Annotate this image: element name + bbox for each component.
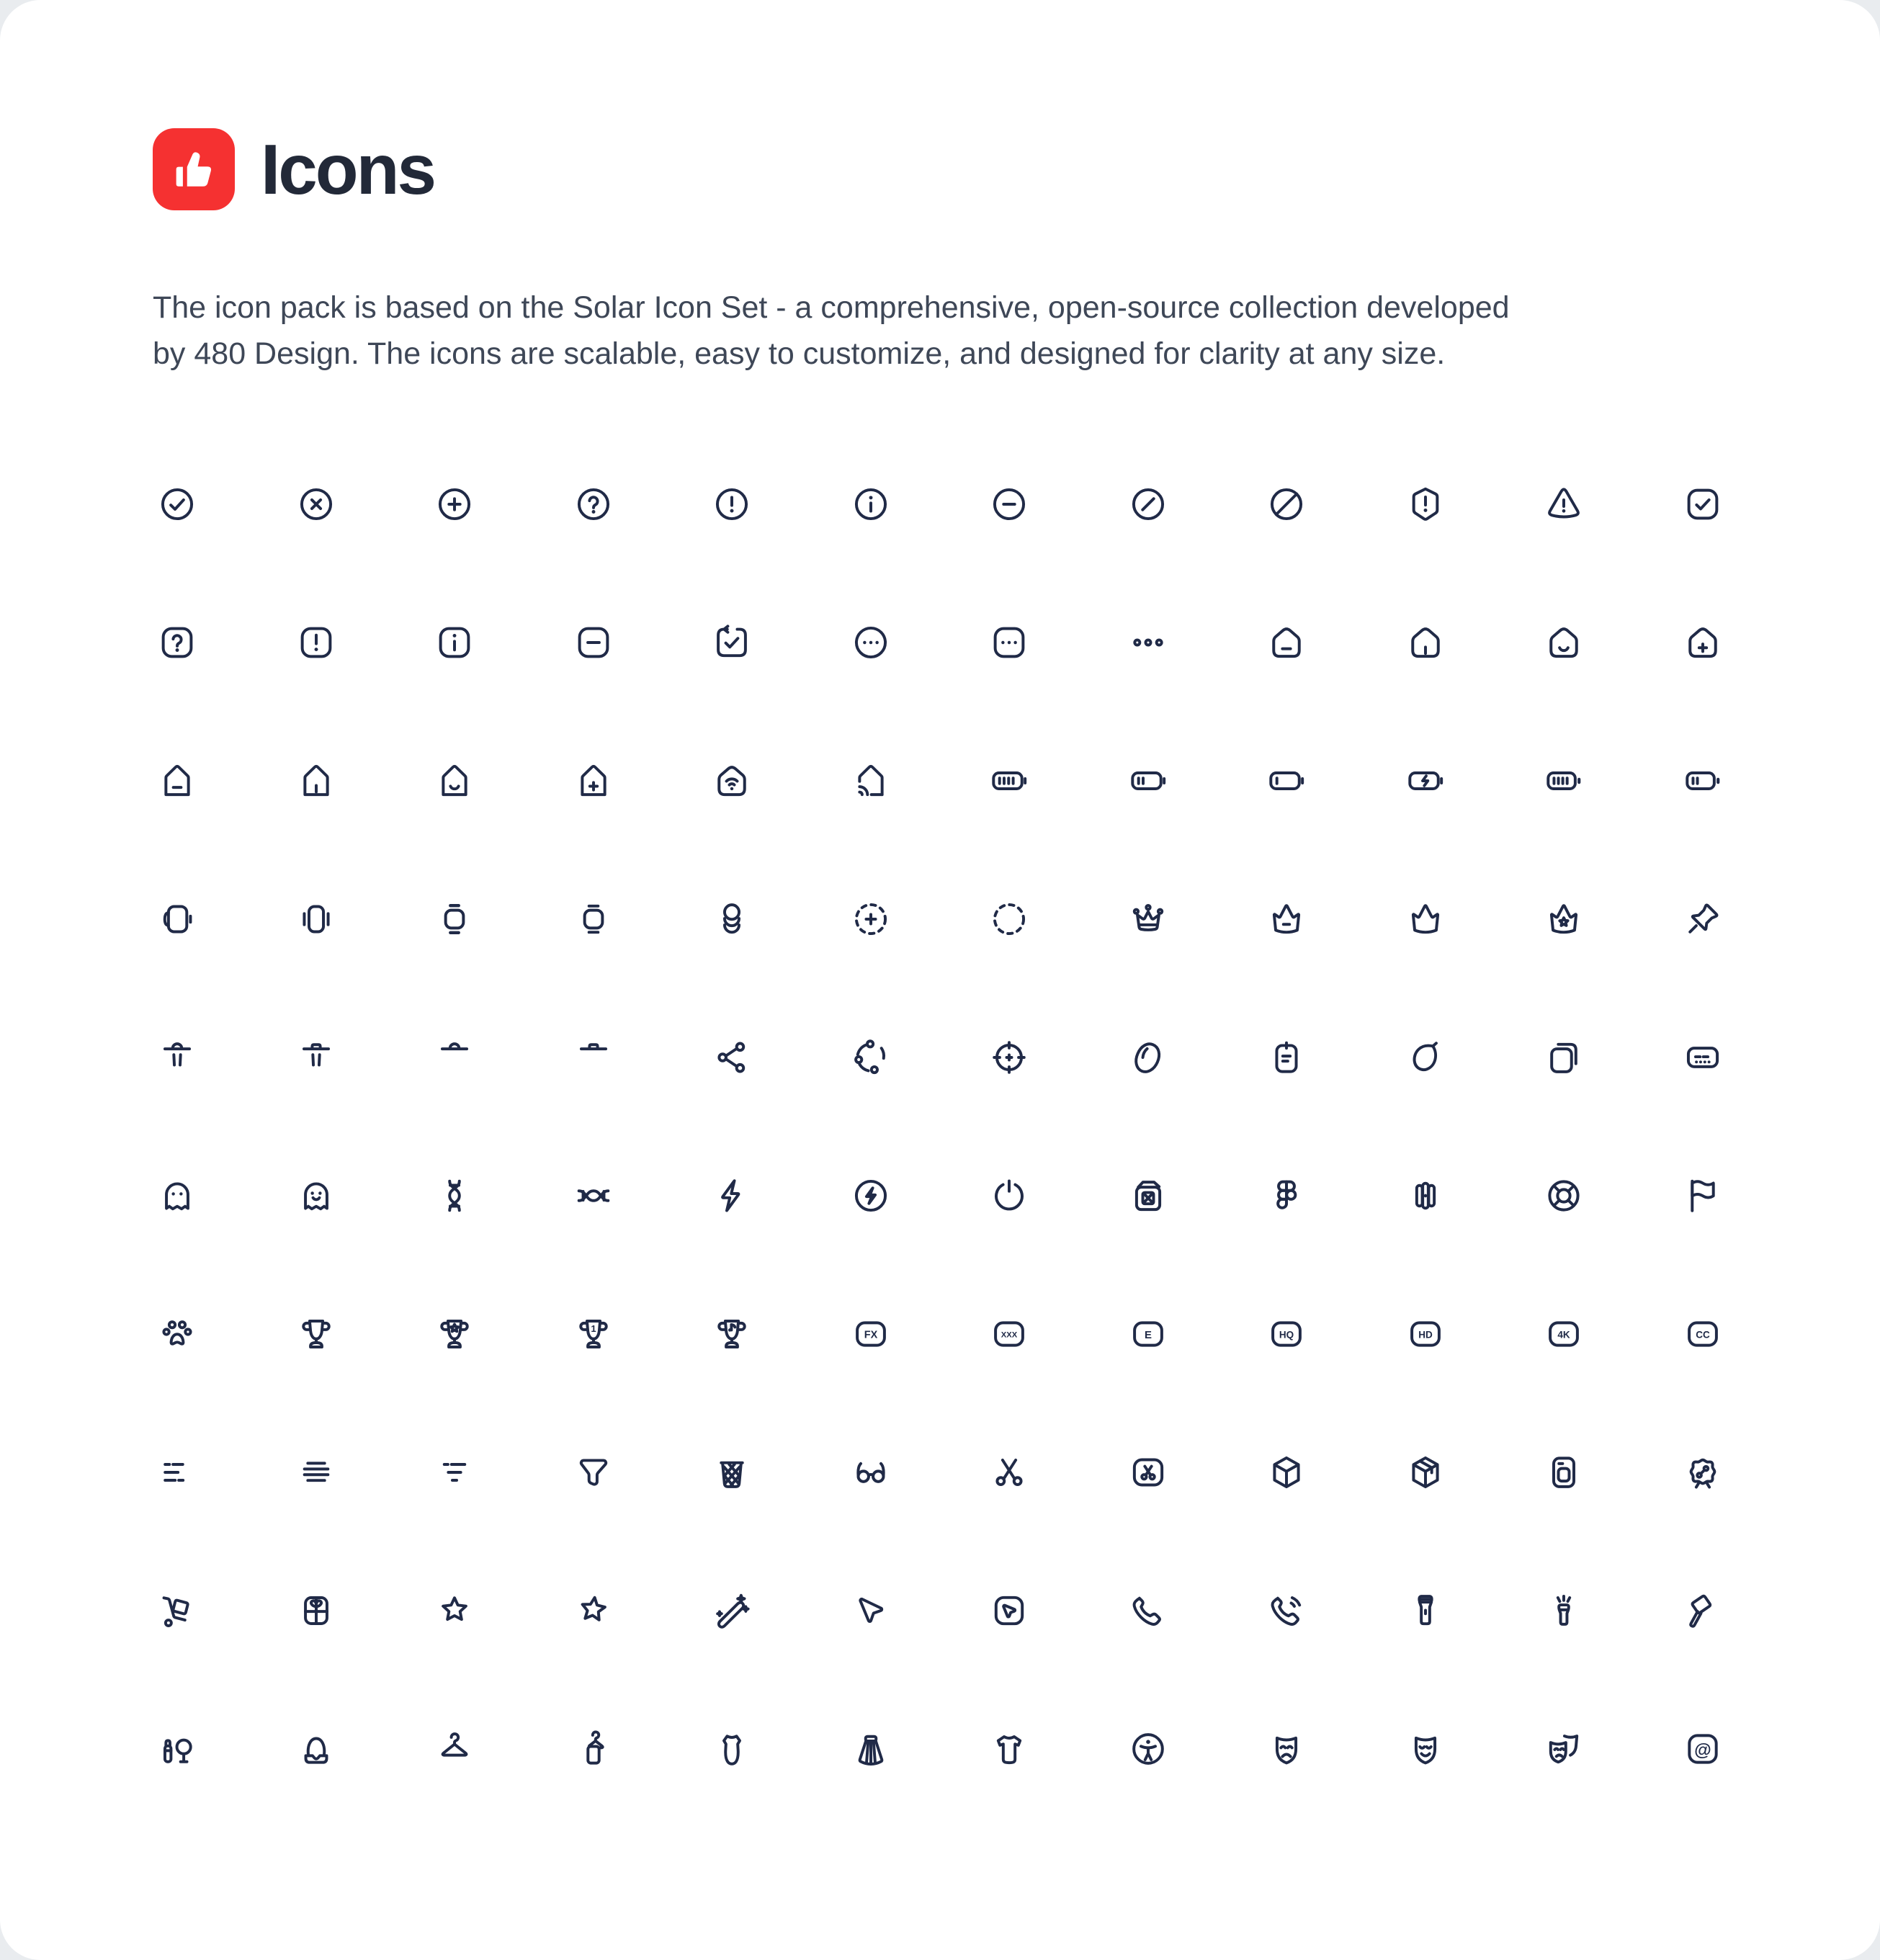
svg-text:FX: FX (864, 1329, 877, 1341)
svg-text:E: E (1144, 1328, 1152, 1341)
crown-icon (1079, 850, 1218, 988)
watch-square-icon (385, 850, 524, 988)
passport-icon (1495, 1403, 1634, 1541)
paw-icon (108, 1265, 247, 1403)
page-title: Icons (261, 129, 434, 209)
svg-text:XXX: XXX (1001, 1330, 1018, 1340)
thumb-up-icon (153, 128, 235, 210)
question-square-icon (108, 573, 247, 712)
battery-half-minimalistic-icon (1634, 712, 1773, 850)
pin-icon (1634, 850, 1773, 988)
share-network-icon (663, 988, 802, 1127)
home-angle-icon (247, 712, 386, 850)
info-circle-icon (802, 435, 941, 573)
svg-text:@: @ (1693, 1740, 1711, 1760)
bodysuit-icon (663, 1680, 802, 1818)
trash-bin-minimalistic-icon (385, 988, 524, 1127)
star-angled-icon (524, 1541, 663, 1680)
share-circle-icon (802, 988, 941, 1127)
filter-icon (385, 1403, 524, 1541)
dynamite-icon (1356, 1127, 1495, 1265)
menu-dots-square-icon (940, 573, 1079, 712)
battery-full-icon (940, 712, 1079, 850)
ghost-icon (108, 1127, 247, 1265)
flashlight-icon (1356, 1541, 1495, 1680)
home-angle-smile-icon (385, 712, 524, 850)
home-add-icon (1634, 573, 1773, 712)
scissors-square-icon (1079, 1403, 1218, 1541)
watch-square-minimalistic-icon (524, 850, 663, 988)
layers-icon (663, 850, 802, 988)
star-icon (385, 1541, 524, 1680)
crown-minus-icon (1217, 850, 1356, 988)
home-smile-icon (1495, 573, 1634, 712)
figma-icon (1217, 1127, 1356, 1265)
battery-full-minimalistic-icon (1495, 712, 1634, 850)
home-angle-add-icon (524, 712, 663, 850)
theater-masks-icon (1495, 1680, 1634, 1818)
cup-music-icon (663, 1265, 802, 1403)
svg-text:1: 1 (591, 1323, 596, 1335)
earbuds-case-icon (108, 850, 247, 988)
question-circle-icon (524, 435, 663, 573)
funnel-icon (524, 1403, 663, 1541)
mention-icon (1634, 1680, 1773, 1818)
battery-half-icon (1079, 712, 1218, 850)
menu-dots-icon (1079, 573, 1218, 712)
forbidden-icon (1217, 435, 1356, 573)
trash-bin-minimalistic-2-icon (524, 988, 663, 1127)
home-wifi-icon (663, 712, 802, 850)
minus-circle-icon (940, 435, 1079, 573)
bolt-circle-icon (802, 1127, 941, 1265)
crown-star-icon (1495, 850, 1634, 988)
add-circle-icon (385, 435, 524, 573)
circle-dashed-icon (940, 850, 1079, 988)
home-signal-icon (802, 712, 941, 850)
password-icon (1634, 988, 1773, 1127)
description: The icon pack is based on the Solar Icon Set - a comprehensive, open-source collection developed by 480 Design. The icons are scalable, easy to customize, and designed for clarity at any size. (153, 290, 1510, 371)
check-square-icon (1634, 435, 1773, 573)
menu-dots-circle-icon (802, 573, 941, 712)
check-circle-icon (108, 435, 247, 573)
crown-line-icon (1356, 850, 1495, 988)
trolley-icon (108, 1541, 247, 1680)
cursor-square-icon (940, 1541, 1079, 1680)
bolt-icon (663, 1127, 802, 1265)
svg-text:HD: HD (1418, 1329, 1433, 1341)
home-angle-minus-icon (108, 712, 247, 850)
hq-badge-icon (1217, 1265, 1356, 1403)
battery-low-icon (1217, 712, 1356, 850)
leaf-icon (1356, 988, 1495, 1127)
danger-triangle-icon (1495, 435, 1634, 573)
t-shirt-icon (940, 1680, 1079, 1818)
skirt-icon (802, 1680, 941, 1818)
glasses-icon (802, 1403, 941, 1541)
trash-bin-icon (108, 988, 247, 1127)
flashlight-on-icon (1495, 1541, 1634, 1680)
add-circle-dashed-icon (802, 850, 941, 988)
mask-smile-icon (1356, 1680, 1495, 1818)
home-icon (1356, 573, 1495, 712)
list-dashes-icon (108, 1403, 247, 1541)
close-circle-icon (247, 435, 386, 573)
gift-icon (247, 1541, 386, 1680)
danger-icon (1356, 435, 1495, 573)
cup-icon (247, 1265, 386, 1403)
jerrycan-icon (1079, 1127, 1218, 1265)
dna-horizontal-icon (524, 1127, 663, 1265)
e-badge-icon (1079, 1265, 1218, 1403)
lifebuoy-icon (1495, 1127, 1634, 1265)
copy-icon (1495, 988, 1634, 1127)
battery-charge-icon (1356, 712, 1495, 850)
hanger-clothes-icon (524, 1680, 663, 1818)
trash-bin-2-icon (247, 988, 386, 1127)
scissors-icon (940, 1403, 1079, 1541)
svg-text:CC: CC (1695, 1329, 1710, 1341)
handbag-icon (247, 1680, 386, 1818)
minus-square-icon (524, 573, 663, 712)
icon-grid (108, 435, 1772, 1818)
flag-icon (1634, 1127, 1773, 1265)
xxx-badge-icon (940, 1265, 1079, 1403)
forbidden-circle-icon (1079, 435, 1218, 573)
list-icon (247, 1403, 386, 1541)
call-calling-icon (1217, 1541, 1356, 1680)
dna-icon (385, 1127, 524, 1265)
box-icon (1217, 1403, 1356, 1541)
fx-badge-icon (802, 1265, 941, 1403)
call-icon (1079, 1541, 1218, 1680)
4k-badge-icon (1495, 1265, 1634, 1403)
cosmetics-mirror-icon (108, 1680, 247, 1818)
hd-badge-icon (1356, 1265, 1495, 1403)
danger-circle-icon (663, 435, 802, 573)
danger-square-icon (247, 573, 386, 712)
restore-square-icon (663, 573, 802, 712)
waste-basket-icon (663, 1403, 802, 1541)
earbuds-case-minimalistic-icon (247, 850, 386, 988)
cc-badge-icon (1634, 1265, 1773, 1403)
svg-text:4K: 4K (1557, 1329, 1570, 1341)
cursor-icon (802, 1541, 941, 1680)
service-seal-icon (1634, 1403, 1773, 1541)
balloon-icon (1079, 988, 1218, 1127)
cup-first-icon (524, 1265, 663, 1403)
hammer-icon (1634, 1541, 1773, 1680)
svg-text:HQ: HQ (1279, 1329, 1294, 1341)
accessibility-icon (1079, 1680, 1218, 1818)
mask-sad-icon (1217, 1680, 1356, 1818)
hanger-icon (385, 1680, 524, 1818)
box-taped-icon (1356, 1403, 1495, 1541)
power-icon (940, 1127, 1079, 1265)
cup-star-icon (385, 1265, 524, 1403)
header (153, 128, 434, 210)
clipboard-notes-icon (1217, 988, 1356, 1127)
magic-stick-icon (663, 1541, 802, 1680)
info-square-icon (385, 573, 524, 712)
target-icon (940, 988, 1079, 1127)
home-minus-icon (1217, 573, 1356, 712)
ghost-smile-icon (247, 1127, 386, 1265)
